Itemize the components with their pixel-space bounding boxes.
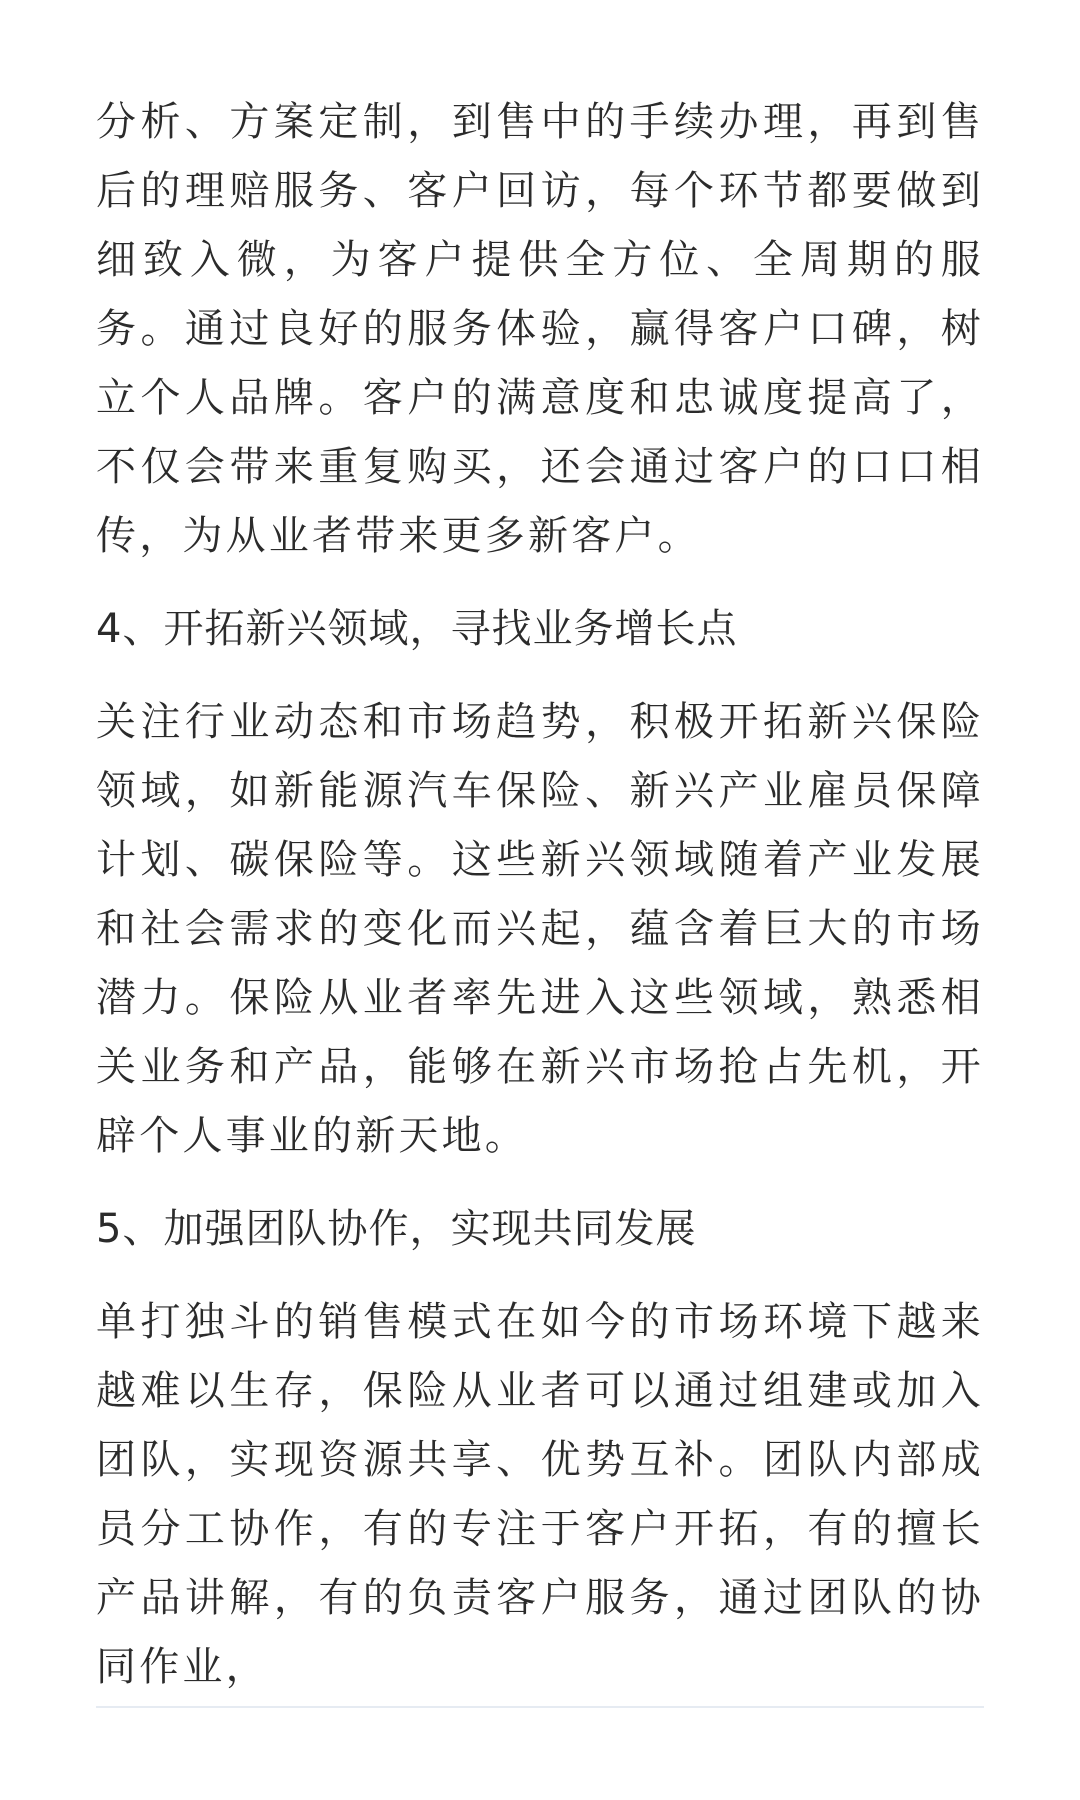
spacer [96, 571, 984, 595]
section-heading-5: 5、加强团队协作，实现共同发展 [96, 1206, 697, 1252]
section-divider [96, 1706, 984, 1708]
article-paragraph-teamwork: 单打独斗的销售模式在如今的市场环境下越来越难以生存，保险从业者可以通过组建或加入团队，实现资源共享、优势互补。团队内部成员分工协作，有的专注于客户开拓，有的擅长产品讲解，有的负责客户服务，通过团队的协同作业， [96, 1299, 984, 1690]
section-heading-4: 4、开拓新兴领域，寻找业务增长点 [96, 606, 738, 652]
spacer [96, 1264, 984, 1288]
spacer [96, 664, 984, 688]
article-paragraph-emerging-fields: 关注行业动态和市场趋势，积极开拓新兴保险领域，如新能源汽车保险、新兴产业雇员保障计划、碳保险等。这些新兴领域随着产业发展和社会需求的变化而兴起，蕴含着巨大的市场潜力。保险从业者率先进入这些领域，熟悉相关业务和产品，能够在新兴市场抢占先机，开辟个人事业的新天地。 [96, 699, 984, 1159]
spacer [96, 1171, 984, 1195]
article-paragraph-service: 分析、方案定制，到售中的手续办理，再到售后的理赔服务、客户回访，每个环节都要做到细致入微，为客户提供全方位、全周期的服务。通过良好的服务体验，赢得客户口碑，树立个人品牌。客户的满意度和忠诚度提高了，不仅会带来重复购买，还会通过客户的口口相传，为从业者带来更多新客户。 [96, 99, 984, 559]
